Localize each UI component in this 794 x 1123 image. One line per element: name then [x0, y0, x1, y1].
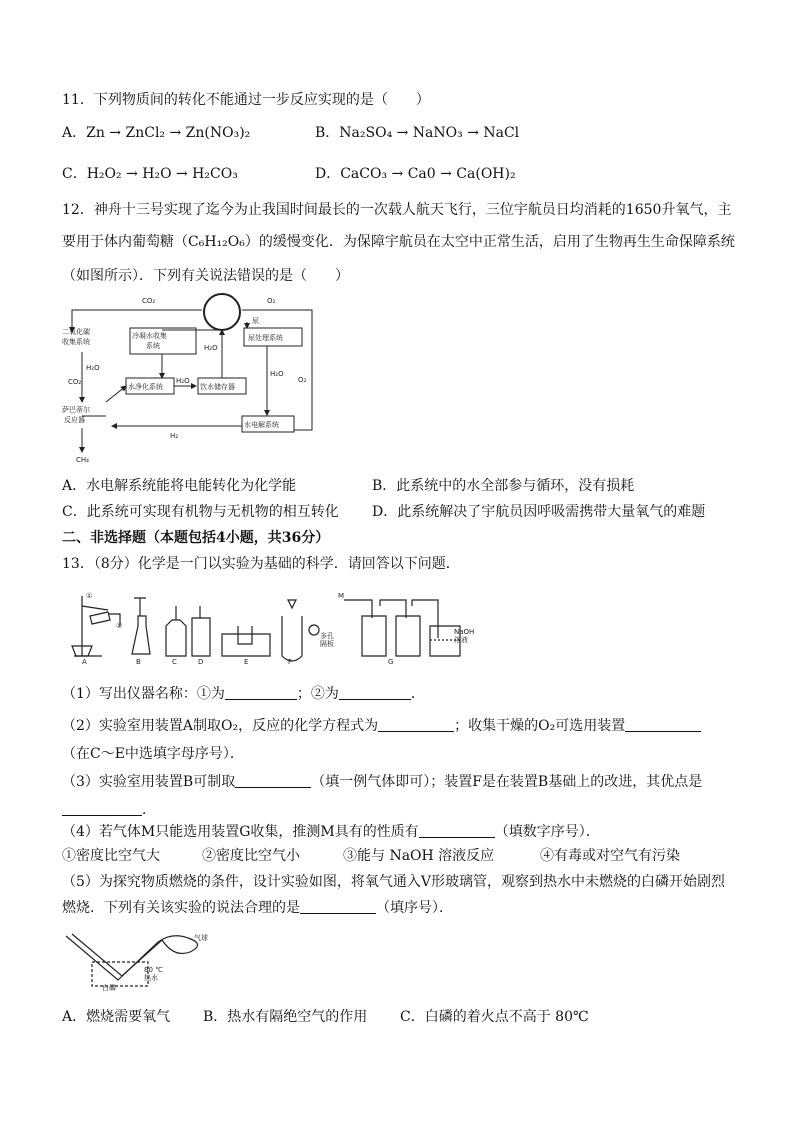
diagram-cond-water-2: 系统	[146, 342, 160, 350]
q13-option-b: B．热水有隔绝空气的作用	[203, 1009, 368, 1025]
apparatus-label-c: C	[172, 658, 177, 666]
apparatus-figure	[62, 586, 502, 666]
q13-p1a: （1）写出仪器名称：①为	[62, 686, 225, 702]
q13-part2-line1	[62, 716, 701, 736]
apparatus-f-note-2: 隔板	[320, 640, 334, 648]
q12-option-a: A．水电解系统能将电能转化为化学能	[62, 478, 297, 494]
diagram-co2-top: CO₂	[142, 297, 156, 305]
diagram-h2o-2: H₂O	[204, 344, 218, 352]
q12-stem-line2: 要用于体内葡萄糖（C₆H₁₂O₆）的缓慢变化．为保障宇航员在太空中正常生活，启用了生物再生生命保障系统	[62, 234, 735, 250]
q13-blank-5[interactable]	[235, 773, 311, 788]
q13-blank-4[interactable]	[625, 717, 701, 732]
q13-blank-8[interactable]	[300, 899, 376, 914]
q13-blank-7[interactable]	[419, 823, 495, 838]
q12-stem-line1: 12．神舟十三号实现了迄今为止我国时间最长的一次载人航天飞行，三位宇航员日均消耗的1650升氧气，主	[62, 202, 732, 218]
section-header: 二、非选择题（本题包括4小题，共36分）	[62, 530, 330, 546]
diagram-ch4: CH₄	[76, 456, 89, 464]
q11-option-d: D．CaCO₃ → Ca0 → Ca(OH)₂	[315, 166, 516, 182]
q13-blank-3[interactable]	[378, 717, 454, 732]
q13-p3c: ．	[142, 802, 156, 818]
q12-option-b: B．此系统中的水全部参与循环，没有损耗	[372, 478, 635, 494]
diagram-o2-top: O₂	[267, 297, 276, 305]
diagram-electrolysis: 水电解系统	[244, 421, 279, 429]
q11-option-c: C．H₂O₂ → H₂O → H₂CO₃	[62, 166, 238, 182]
q11-option-b: B．Na₂SO₄ → NaNO₃ → NaCl	[315, 125, 520, 141]
q13-prop-4: ④有毒或对空气有污染	[540, 848, 680, 864]
apparatus-label-d: D	[198, 658, 204, 666]
q13-p2c: （在C～E中选填字母序号）．	[62, 746, 244, 762]
q13-p5a: （5）为探究物质燃烧的条件，设计实验如图，将氧气通入V形玻璃管，观察到热水中未燃烧的白磷开始剧烈	[62, 874, 726, 890]
q13-blank-1[interactable]	[225, 685, 297, 700]
apparatus-f-note: 多孔	[320, 632, 334, 640]
fig-water-2: 热水	[144, 974, 158, 982]
diagram-o2-side: O₂	[298, 376, 307, 384]
q12-stem-line3: （如图所示）．下列有关说法错误的是（ ）	[62, 268, 349, 284]
q12-option-c: C．此系统可实现有机物与无机物的相互转化	[62, 504, 339, 520]
q13-p4a: （4）若气体M只能选用装置G收集，推测M具有的性质有	[62, 824, 419, 840]
fig-balloon: 气球	[194, 934, 208, 942]
q13-p2b: ；收集干燥的O₂可选用装置	[454, 718, 626, 734]
q13-part4	[62, 822, 600, 842]
diagram-urine: 尿	[252, 317, 259, 325]
q13-prop-3: ③能与 NaOH 溶液反应	[343, 848, 495, 864]
q13-option-a: A．燃烧需要氧气	[62, 1009, 171, 1025]
apparatus-mark-1: ①	[86, 592, 93, 600]
apparatus-label-a: A	[82, 658, 87, 666]
diagram-h2o-3: H₂O	[270, 370, 284, 378]
q13-p4b: （填数字序号）．	[494, 824, 600, 840]
apparatus-label-g: G	[388, 658, 394, 666]
q12-option-d: D．此系统解决了宇航员因呼吸需携带大量氧气的难题	[372, 504, 706, 520]
diagram-urine-proc: 尿处理系统	[248, 334, 283, 342]
q13-p1c: ．	[410, 686, 425, 702]
q13-part3-line2	[62, 800, 156, 820]
q13-option-c: C．白磷的着火点不高于 80℃	[400, 1009, 589, 1025]
q13-p5c: （填序号）．	[376, 900, 453, 916]
q13-prop-2: ②密度比空气小	[202, 848, 300, 864]
q13-part5-line2	[62, 898, 453, 918]
q13-stem: 13．（8分）化学是一门以实验为基础的科学．请回答以下问题．	[62, 556, 460, 572]
fig-water: 80 ℃	[144, 966, 163, 974]
q13-p3a: （3）实验室用装置B可制取	[62, 774, 236, 790]
apparatus-g-naoh-2: 溶液	[454, 636, 468, 644]
q13-prop-1: ①密度比空气大	[62, 848, 160, 864]
diagram-h2: H₂	[170, 432, 179, 440]
diagram-co2-collect: 二氧化碳	[62, 328, 90, 336]
diagram-sabatier: 萨巴蒂尔	[62, 406, 90, 414]
diagram-h2o-1: H₂O	[86, 364, 100, 372]
diagram-water-purify: 水净化系统	[128, 383, 163, 391]
q11-option-a: A．Zn → ZnCl₂ → Zn(NO₃)₂	[62, 125, 251, 141]
apparatus-g-naoh: NaOH	[454, 628, 475, 636]
apparatus-label-e: E	[244, 658, 249, 666]
apparatus-g-m: M	[338, 592, 345, 600]
q13-p3b: （填一例气体即可）；装置F是在装置B基础上的改进，其优点是	[311, 774, 703, 790]
q13-blank-2[interactable]	[339, 685, 411, 700]
q13-p5b: 燃烧．下列有关该实验的说法合理的是	[62, 900, 300, 916]
diagram-sabatier-2: 反应器	[64, 416, 85, 424]
life-support-diagram	[62, 290, 322, 470]
diagram-h2o-4: H₂O	[176, 377, 190, 385]
q13-p1b: ；②为	[296, 686, 339, 702]
q13-p2a: （2）实验室用装置A制取O₂，反应的化学方程式为	[62, 718, 379, 734]
diagram-water-store: 饮水储存器	[200, 383, 235, 391]
diagram-co2-collect-2: 收集系统	[62, 338, 90, 346]
q13-part3-line1	[62, 772, 702, 792]
diagram-co2-side: CO₂	[68, 378, 82, 386]
q11-stem: 11．下列物质间的转化不能通过一步反应实现的是（ ）	[62, 92, 430, 108]
q13-part1	[62, 684, 425, 704]
v-tube-figure	[62, 928, 222, 992]
q13-blank-6[interactable]	[62, 801, 142, 816]
apparatus-label-b: B	[136, 658, 141, 666]
diagram-cond-water: 冷凝水收集	[132, 332, 167, 340]
fig-phosphorus: 白磷	[102, 984, 116, 992]
apparatus-mark-2: ②	[116, 622, 123, 630]
apparatus-label-f: F	[288, 658, 293, 666]
